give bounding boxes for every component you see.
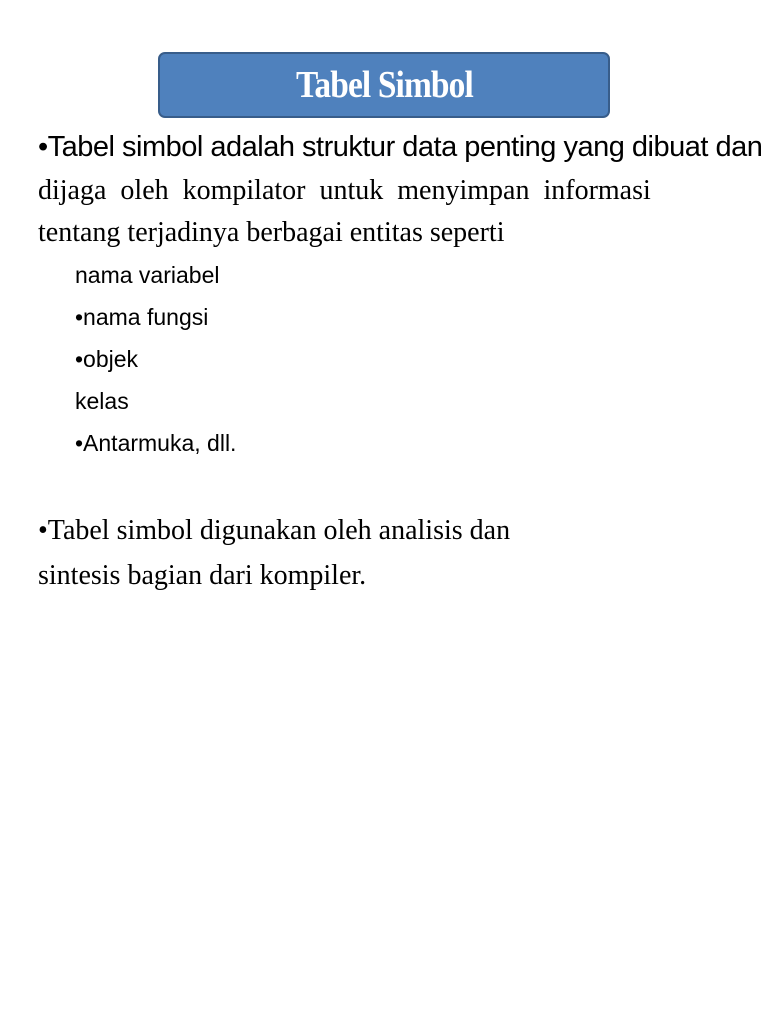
paragraph1-line1: •Tabel simbol adalah struktur data penting yang dibuat dan: [38, 131, 763, 163]
paragraph1-line3: tentang terjadinya berbagai entitas seperti: [38, 217, 505, 248]
slide-title-box: [158, 52, 610, 118]
list-item-variable-name: nama variabel: [75, 262, 220, 288]
paragraph2-line1: •Tabel simbol digunakan oleh analisis dan: [38, 515, 511, 546]
list-item-object: •objek: [75, 346, 139, 372]
list-item-class: kelas: [75, 388, 129, 414]
list-item-interface: •Antarmuka, dll.: [75, 430, 237, 456]
slide-title: Tabel Simbol: [295, 64, 473, 106]
paragraph1-line2: dijaga oleh kompilator untuk menyimpan informasi: [38, 175, 651, 206]
paragraph2-line2: sintesis bagian dari kompiler.: [38, 560, 367, 591]
list-item-function-name: •nama fungsi: [75, 304, 209, 330]
